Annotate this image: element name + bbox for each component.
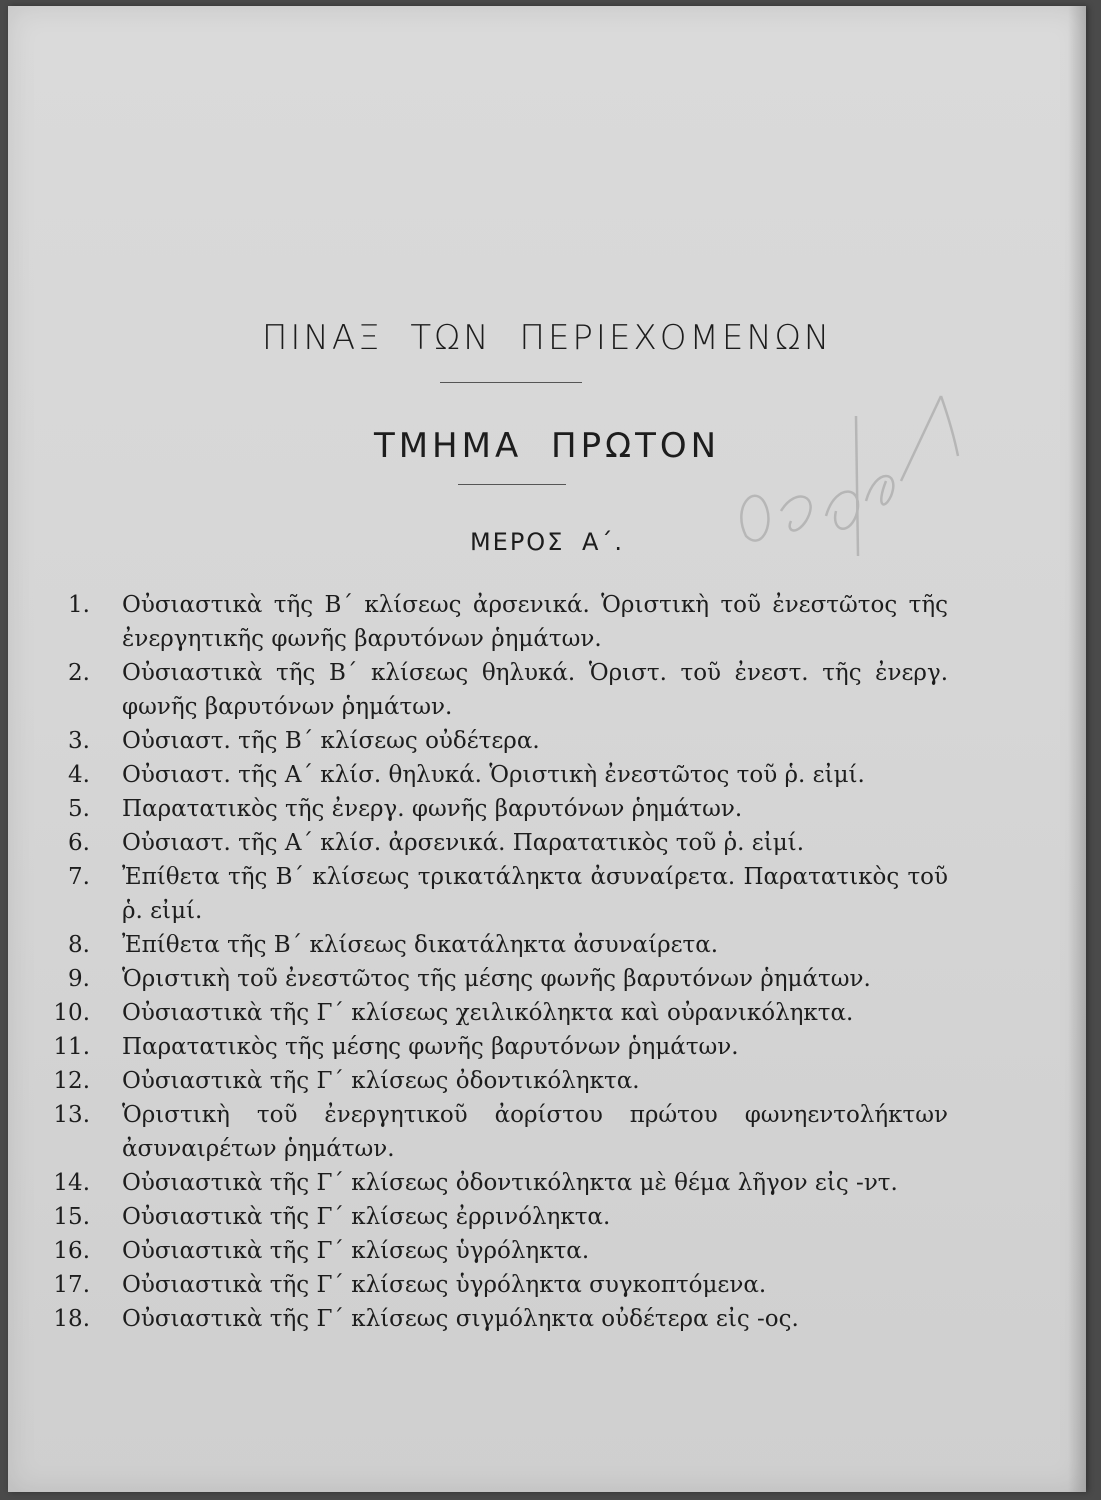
toc-entry-text: Παρατατικὸς τῆς μέσης φωνῆς βαρυτόνων ῥημάτων. <box>122 1034 739 1060</box>
toc-entry-number: 3. <box>68 728 90 754</box>
toc-entry <box>38 1200 948 1234</box>
toc-entry-number: 5. <box>68 796 90 822</box>
toc-entry-text: Οὐσιαστικὰ τῆς Γ΄ κλίσεως ὑγρόληκτα. <box>122 1238 590 1264</box>
toc-entry <box>38 1302 948 1336</box>
toc-entry-text: Οὐσιαστικὰ τῆς Γ΄ κλίσεως ὀδοντικόληκτα μὲ θέμα λῆγον εἰς -ντ. <box>122 1170 898 1196</box>
toc-entry-text: Οὐσιαστικὰ τῆς Γ΄ κλίσεως χειλικόληκτα καὶ οὐρανικόληκτα. <box>122 1000 854 1026</box>
toc-entry <box>38 860 948 928</box>
toc-entry-text: Οὐσιαστικὰ τῆς Γ΄ κλίσεως ὑγρόληκτα συγκοπτόμενα. <box>122 1272 767 1298</box>
toc-entry <box>38 1234 948 1268</box>
document-page <box>8 6 1086 1492</box>
toc-entry <box>38 792 948 826</box>
toc-entry-text: Οὐσιαστικὰ τῆς Γ΄ κλίσεως ἐρρινόληκτα. <box>122 1204 611 1230</box>
toc-entry-text: Οὐσιαστικὰ τῆς Β΄ κλίσεως ἀρσενικά. Ὁριστικὴ τοῦ ἐνεστῶτος τῆς ἐνεργητικῆς φωνῆς βαρυτόνων ῥημάτων. <box>122 592 948 652</box>
toc-entry-number: 2. <box>68 660 90 686</box>
part-heading: ΜΕΡΟΣ Α΄. <box>469 528 625 556</box>
toc-entry-text: Ὁριστικὴ τοῦ ἐνεργητικοῦ ἀορίστου πρώτου φωνηεντολήκτων ἀσυναιρέτων ῥημάτων. <box>122 1102 948 1162</box>
toc-entry-text: Ἐπίθετα τῆς Β΄ κλίσεως δικατάληκτα ἀσυναίρετα. <box>122 932 719 958</box>
toc-entry-number: 17. <box>53 1272 90 1298</box>
toc-entry <box>38 996 948 1030</box>
toc-entry <box>38 656 948 724</box>
toc-entry <box>38 1030 948 1064</box>
section-heading: ΤΜΗΜΑ ΠΡΩΤΟΝ <box>373 426 721 466</box>
toc-entry-number: 1. <box>68 592 90 618</box>
toc-entry <box>38 588 948 656</box>
toc-entry-text: Οὐσιαστ. τῆς Α΄ κλίσ. ἀρσενικά. Παρατατικὸς τοῦ ῥ. εἰμί. <box>122 830 805 856</box>
toc-entry-number: 8. <box>68 932 90 958</box>
toc-entry-number: 4. <box>68 762 90 788</box>
toc-entry-text: Οὐσιαστ. τῆς Α΄ κλίσ. θηλυκά. Ὁριστικὴ ἐνεστῶτος τοῦ ῥ. εἰμί. <box>122 762 865 788</box>
toc-entry-number: 16. <box>53 1238 90 1264</box>
toc-entry-text: Παρατατικὸς τῆς ἐνεργ. φωνῆς βαρυτόνων ῥημάτων. <box>122 796 743 822</box>
toc-entry <box>38 1268 948 1302</box>
toc-entry-text: Ἐπίθετα τῆς Β΄ κλίσεως τρικατάληκτα ἀσυναίρετα. Παρατατικὸς τοῦ ῥ. εἰμί. <box>122 864 948 924</box>
toc-entry-number: 9. <box>68 966 90 992</box>
toc-entry-text: Ὁριστικὴ τοῦ ἐνεστῶτος τῆς μέσης φωνῆς βαρυτόνων ῥημάτων. <box>122 966 871 992</box>
toc-entry-text: Οὐσιαστικὰ τῆς Β΄ κλίσεως θηλυκά. Ὁριστ. τοῦ ἐνεστ. τῆς ἐνεργ. φωνῆς βαρυτόνων ῥημάτων. <box>122 660 948 720</box>
toc-entry <box>38 1098 948 1166</box>
page-title: ΠΙΝΑΞ ΤΩΝ ΠΕΡΙΕΧΟΜΕΝΩΝ <box>261 318 833 358</box>
title-divider <box>440 382 582 383</box>
toc-entry-number: 11. <box>53 1034 90 1060</box>
toc-entry <box>38 724 948 758</box>
toc-entry-text: Οὐσιαστικὰ τῆς Γ΄ κλίσεως σιγμόληκτα οὐδέτερα εἰς -ος. <box>122 1306 799 1332</box>
toc-entry <box>38 758 948 792</box>
toc-entry-number: 10. <box>53 1000 90 1026</box>
toc-entry-number: 18. <box>53 1306 90 1332</box>
faded-handwriting-mark <box>726 386 966 586</box>
toc-entry <box>38 1064 948 1098</box>
toc-entry <box>38 826 948 860</box>
toc-entry-text: Οὐσιαστ. τῆς Β΄ κλίσεως οὐδέτερα. <box>122 728 540 754</box>
toc-entry <box>38 962 948 996</box>
toc-entry-text: Οὐσιαστικὰ τῆς Γ΄ κλίσεως ὀδοντικόληκτα. <box>122 1068 640 1094</box>
toc-entry-number: 14. <box>53 1170 90 1196</box>
toc-entry-number: 13. <box>53 1102 90 1128</box>
toc-entry-number: 7. <box>68 864 90 890</box>
toc-entry <box>38 1166 948 1200</box>
table-of-contents <box>38 588 948 1336</box>
toc-entry-number: 15. <box>53 1204 90 1230</box>
section-divider <box>458 484 566 485</box>
toc-entry-number: 12. <box>53 1068 90 1094</box>
toc-entry <box>38 928 948 962</box>
toc-entry-number: 6. <box>68 830 90 856</box>
